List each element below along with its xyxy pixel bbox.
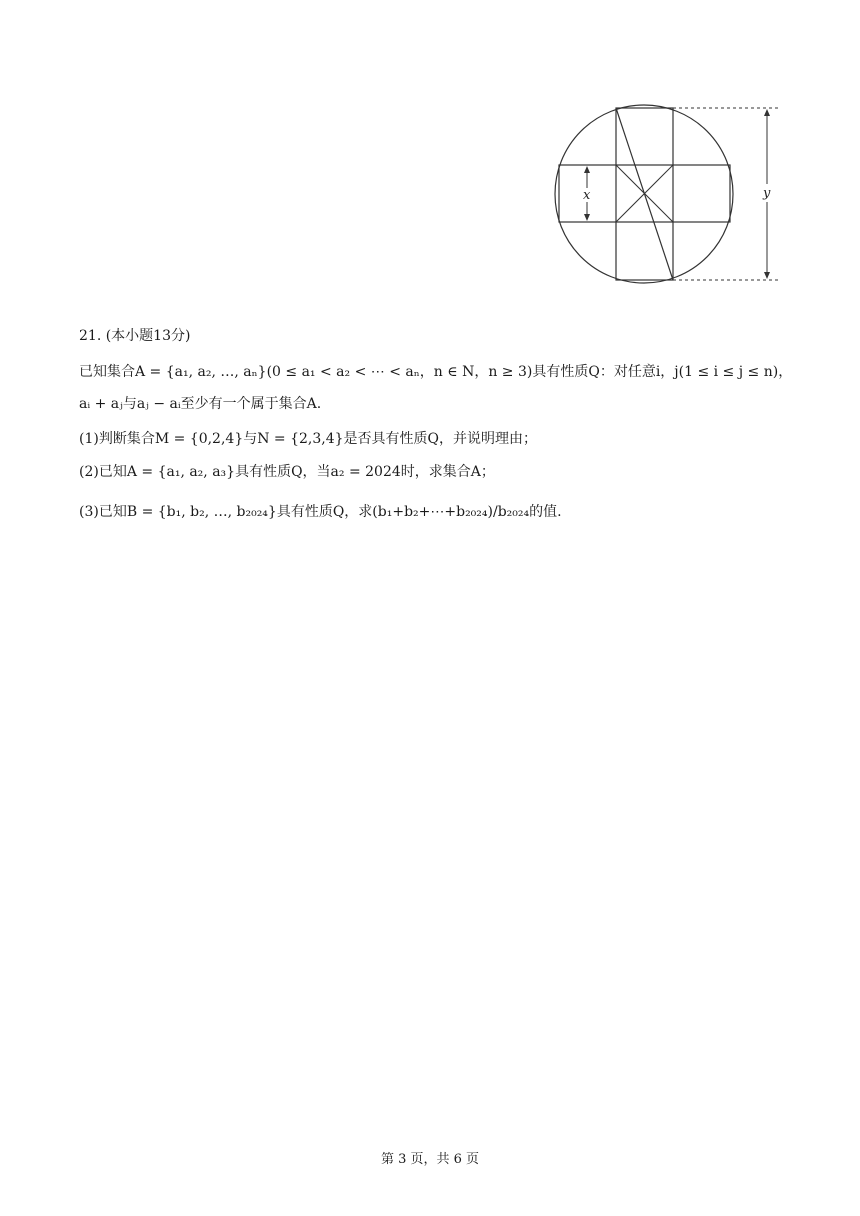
label-y: y xyxy=(763,186,771,201)
x-arrowhead-up xyxy=(584,166,590,173)
y-arrowhead-up xyxy=(764,109,770,116)
label-x: x xyxy=(583,188,591,203)
question-part1: (1)判断集合M = {0,2,4}与N = {2,3,4}是否具有性质Q，并说明理由； xyxy=(79,431,538,447)
question-stem-line2: aᵢ + aⱼ与aⱼ − aᵢ至少有一个属于集合A. xyxy=(79,396,322,412)
question-number: 21. (本小题13分) xyxy=(79,328,191,344)
question-stem-line1: 已知集合A = {a₁, a₂, …, aₙ}(0 ≤ a₁ < a₂ < ⋯ < aₙ，n ∈ N，n ≥ 3)具有性质Q：对任意i，j(1 ≤ i ≤ j ≤ n)， xyxy=(79,364,793,380)
page-footer: 第 3 页，共 6 页 xyxy=(380,1152,480,1167)
x-arrowhead-down xyxy=(584,214,590,221)
y-arrowhead-down xyxy=(764,272,770,279)
long-diagonal xyxy=(616,108,673,280)
geometry-figure xyxy=(548,100,788,290)
circle-cross-diagram xyxy=(548,100,788,290)
question-part3: (3)已知B = {b₁, b₂, …, b₂₀₂₄}具有性质Q，求(b₁+b₂+⋯+b₂₀₂₄)/b₂₀₂₄的值. xyxy=(79,504,562,520)
question-part2: (2)已知A = {a₁, a₂, a₃}具有性质Q，当a₂ = 2024时，求集合A； xyxy=(79,464,495,480)
